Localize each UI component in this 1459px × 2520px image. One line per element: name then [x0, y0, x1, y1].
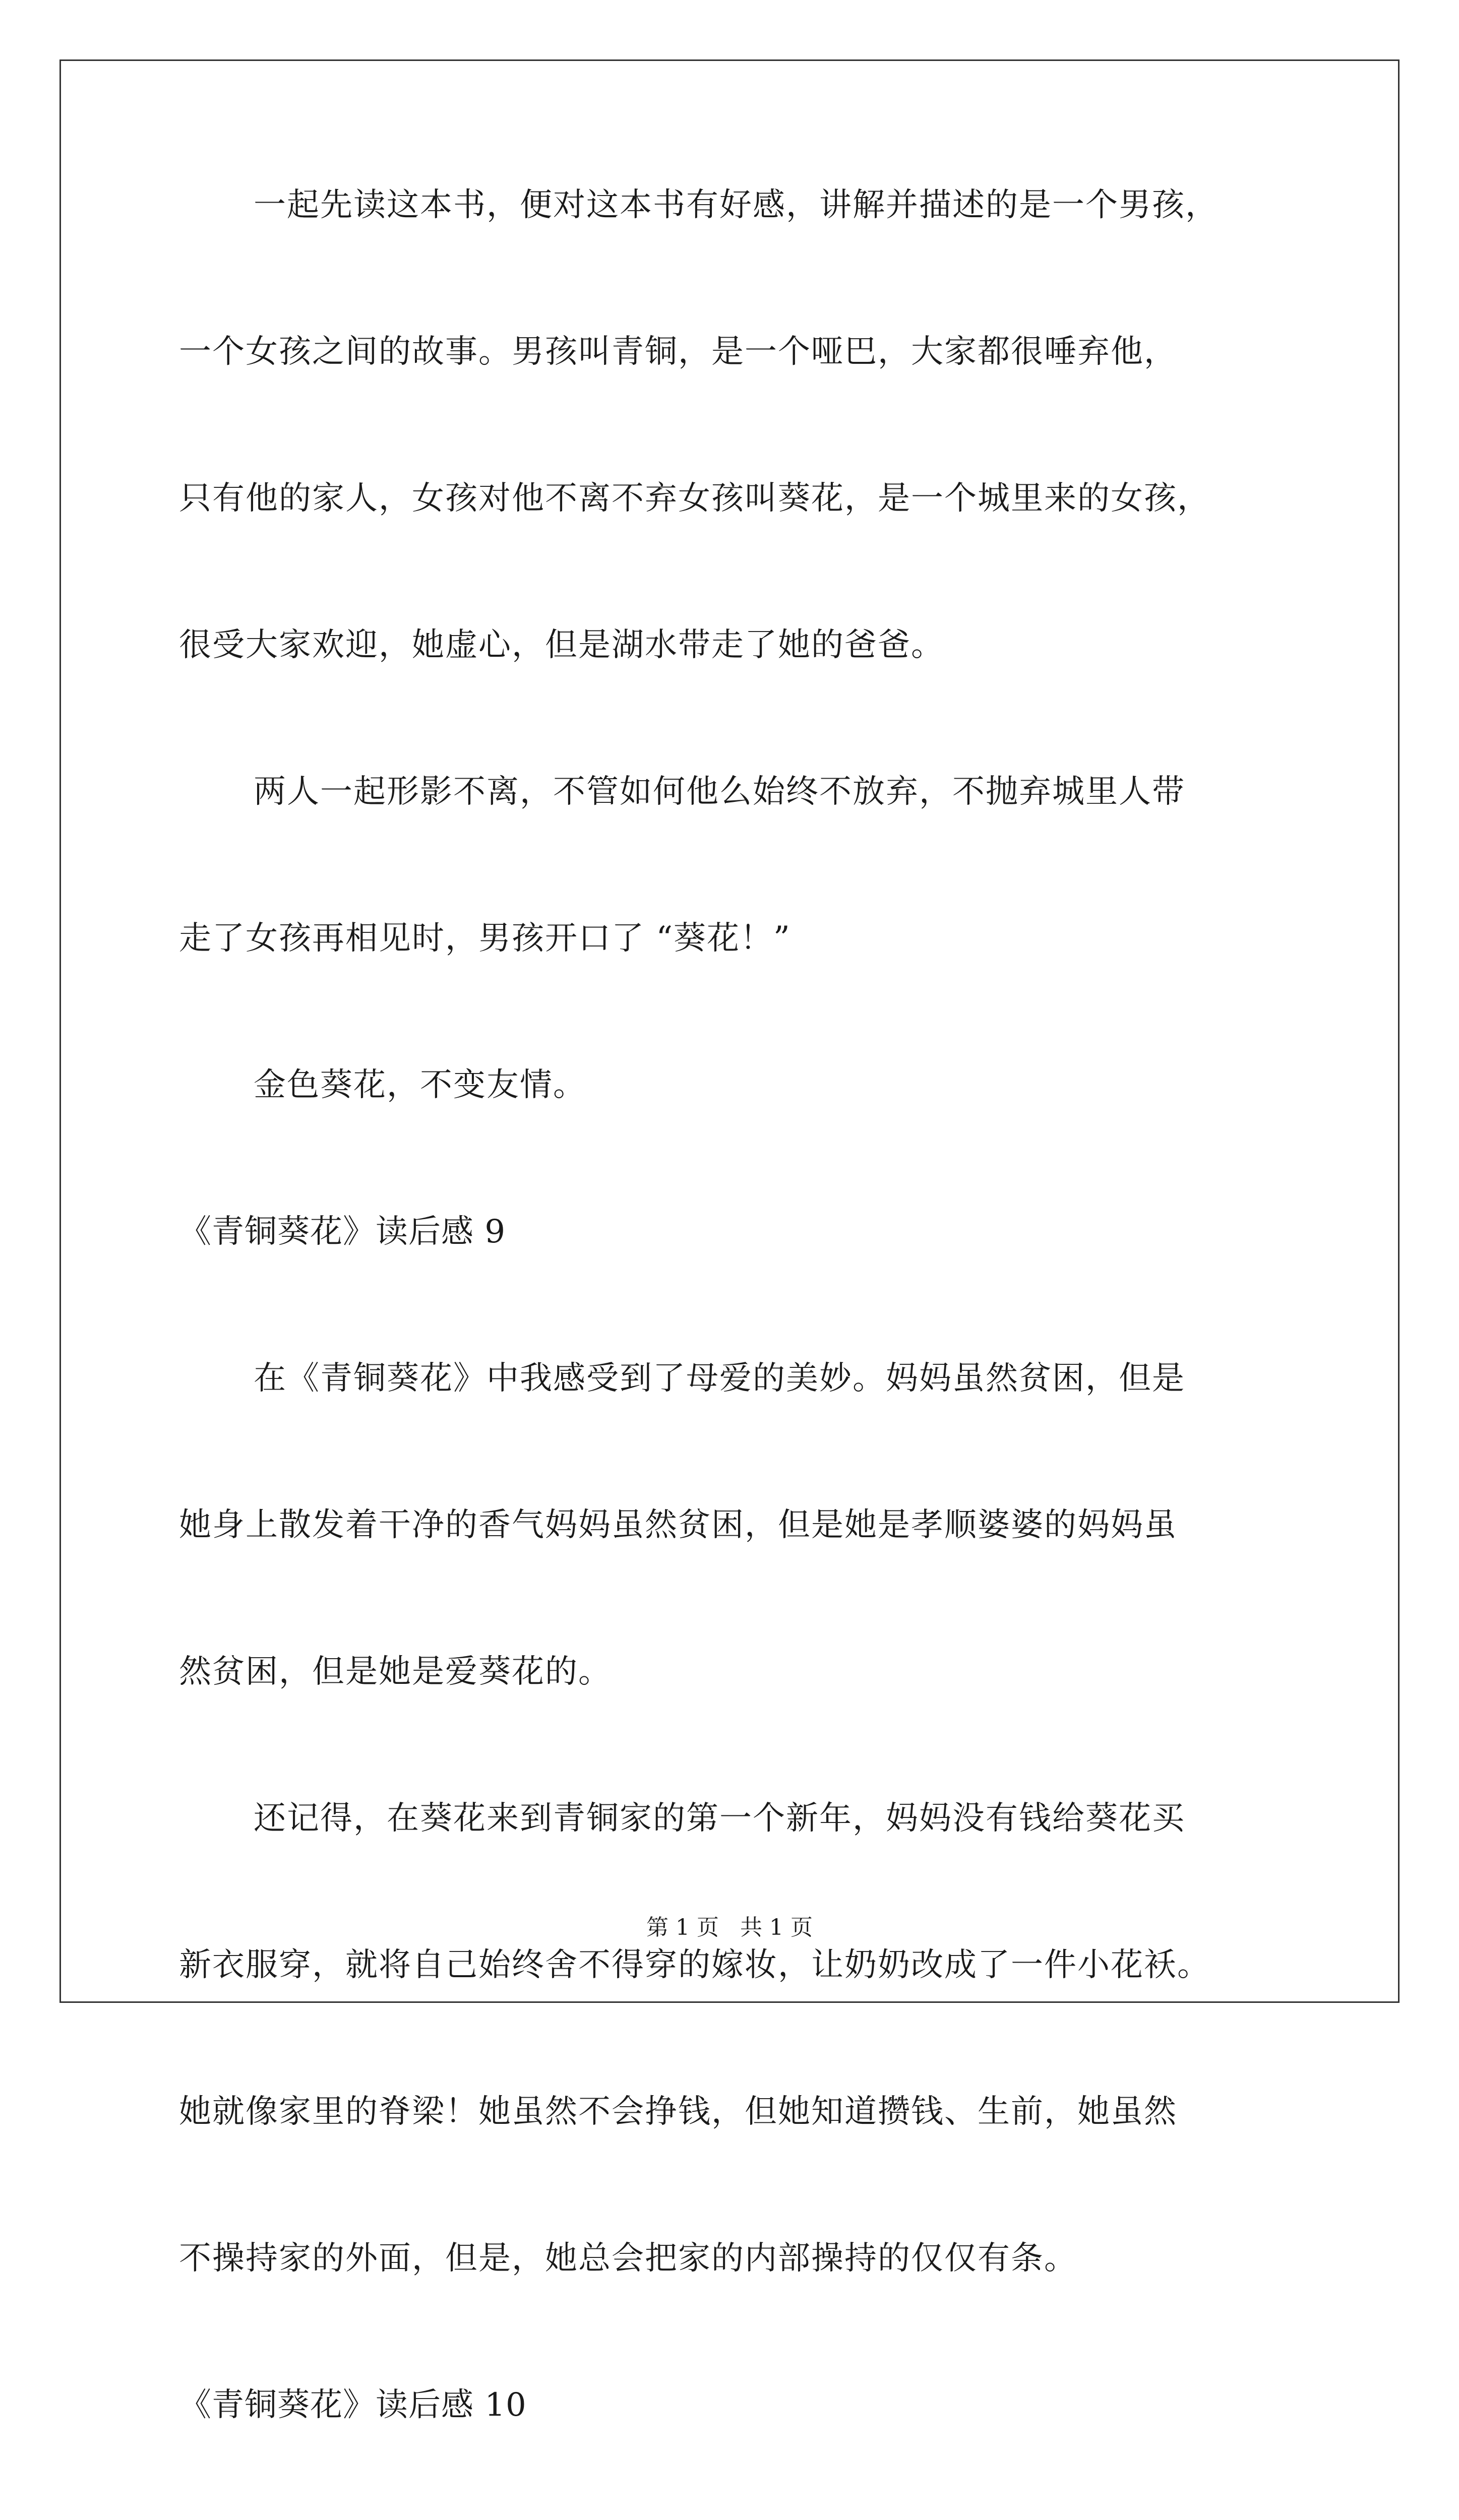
paragraph-line: 还记得，在葵花来到青铜家的第一个新年，妈妈没有钱给葵花买: [254, 1800, 1185, 1837]
paragraph-line: 她就像家里的脊梁！她虽然不会挣钱，但她知道攒钱、生前，她虽然: [179, 2093, 1177, 2130]
paragraph-line: 两人一起形影不离，不管如何他么始终不放弃，不抛弃城里人带: [254, 773, 1185, 810]
page-footer: 第 1 页 共 1 页: [646, 1915, 813, 1940]
paragraph-line: 在《青铜葵花》中我感受到了母爱的美妙。妈妈虽然贫困，但是: [254, 1360, 1185, 1397]
paragraph-line: 金色葵花，不变友情。: [254, 1066, 586, 1104]
paragraph-line: 一起先读这本书，便对这本书有好感，讲解并描述的是一个男孩，: [254, 186, 1219, 224]
paragraph-line: 一个女孩之间的故事。男孩叫青铜，是一个哑巴，大家都很唾弃他，: [179, 333, 1177, 370]
section-heading: 《青铜葵花》读后感 10: [179, 2386, 527, 2424]
paragraph-line: 只有他的家人，女孩对他不离不弃女孩叫葵花，是一个城里来的女孩，: [179, 480, 1210, 517]
paragraph-line: 她身上散发着干净的香气妈妈虽然贫困，但是她是孝顺婆婆的妈妈虽: [179, 1506, 1177, 1544]
paragraph-line: 不操持家的外面，但是，她总会把家的内部操持的仅仅有条。: [179, 2240, 1077, 2277]
section-heading: 《青铜葵花》读后感 9: [179, 1213, 506, 1250]
document-body: [179, 187, 1328, 2520]
paragraph-line: 新衣服穿，就将自己始终舍不得穿的嫁妆，让奶奶改成了一件小花袄。: [179, 1946, 1210, 1984]
paragraph-line: 很受大家欢迎，她虚心，但是湖水带走了她的爸爸。: [179, 626, 944, 664]
paragraph-line: 然贫困，但是她是爱葵花的。: [179, 1653, 612, 1690]
paragraph-line: 走了女孩再相见时，男孩开口了 “葵花！”: [179, 920, 791, 957]
